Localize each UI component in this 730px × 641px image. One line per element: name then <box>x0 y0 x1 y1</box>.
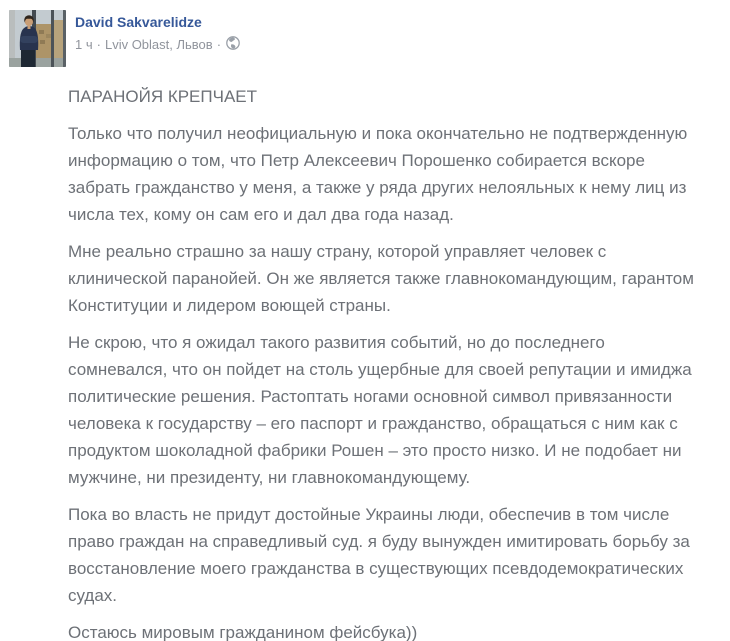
avatar[interactable] <box>9 10 66 67</box>
post-paragraph: Остаюсь мировым гражданином фейсбука)) <box>68 623 418 641</box>
post-content <box>68 83 706 641</box>
meta-separator: · <box>96 37 101 52</box>
post-paragraph: Не скрою, что я ожидал такого развития событий, но до последнего сомневался, что он пойдет на столь ущербные для своей репутации и имиджа политические решения. Растоптать ногами основной символ привязанности человека к государству – его паспорт и гражданство, обращаться с ним как с продуктом шоколадной фабрики Рошен – это просто низко. И не подобает ни мужчине, ни президенту, ни главнокомандующему. <box>68 333 692 487</box>
timestamp-link[interactable]: 1 ч <box>75 37 93 52</box>
post-header-text <box>75 10 240 54</box>
author-name-link[interactable]: David Sakvarelidze <box>75 14 202 30</box>
post-meta <box>75 36 240 54</box>
post-header <box>0 0 730 67</box>
location-link[interactable]: Lviv Oblast, Львов <box>104 37 213 52</box>
post-paragraph: Только что получил неофициальную и пока окончательно не подтвержденную информацию о том, что Петр Алексеевич Порошенко собирается вскоре забрать гражданство у меня, а также у ряда других нелояльных к нему лиц из числа тех, кому он сам его и дал два года назад. <box>68 124 688 224</box>
globe-public-icon <box>226 36 240 54</box>
post-paragraph: Пока во власть не придут достойные Украины люди, обеспечив в том числе право граждан на справедливый суд. я буду вынужден имитировать борьбу за восстановление моего гражданства в существующих псевдодемократических судах. <box>68 505 690 605</box>
post-title: ПАРАНОЙЯ КРЕПЧАЕТ <box>68 87 258 106</box>
avatar-image <box>9 10 66 67</box>
post-paragraph: Мне реально страшно за нашу страну, которой управляет человек с клинической паранойей. Он же является также главнокомандующим, гарантом Конституции и лидером воющей страны. <box>68 242 694 315</box>
meta-separator: · <box>216 37 222 52</box>
